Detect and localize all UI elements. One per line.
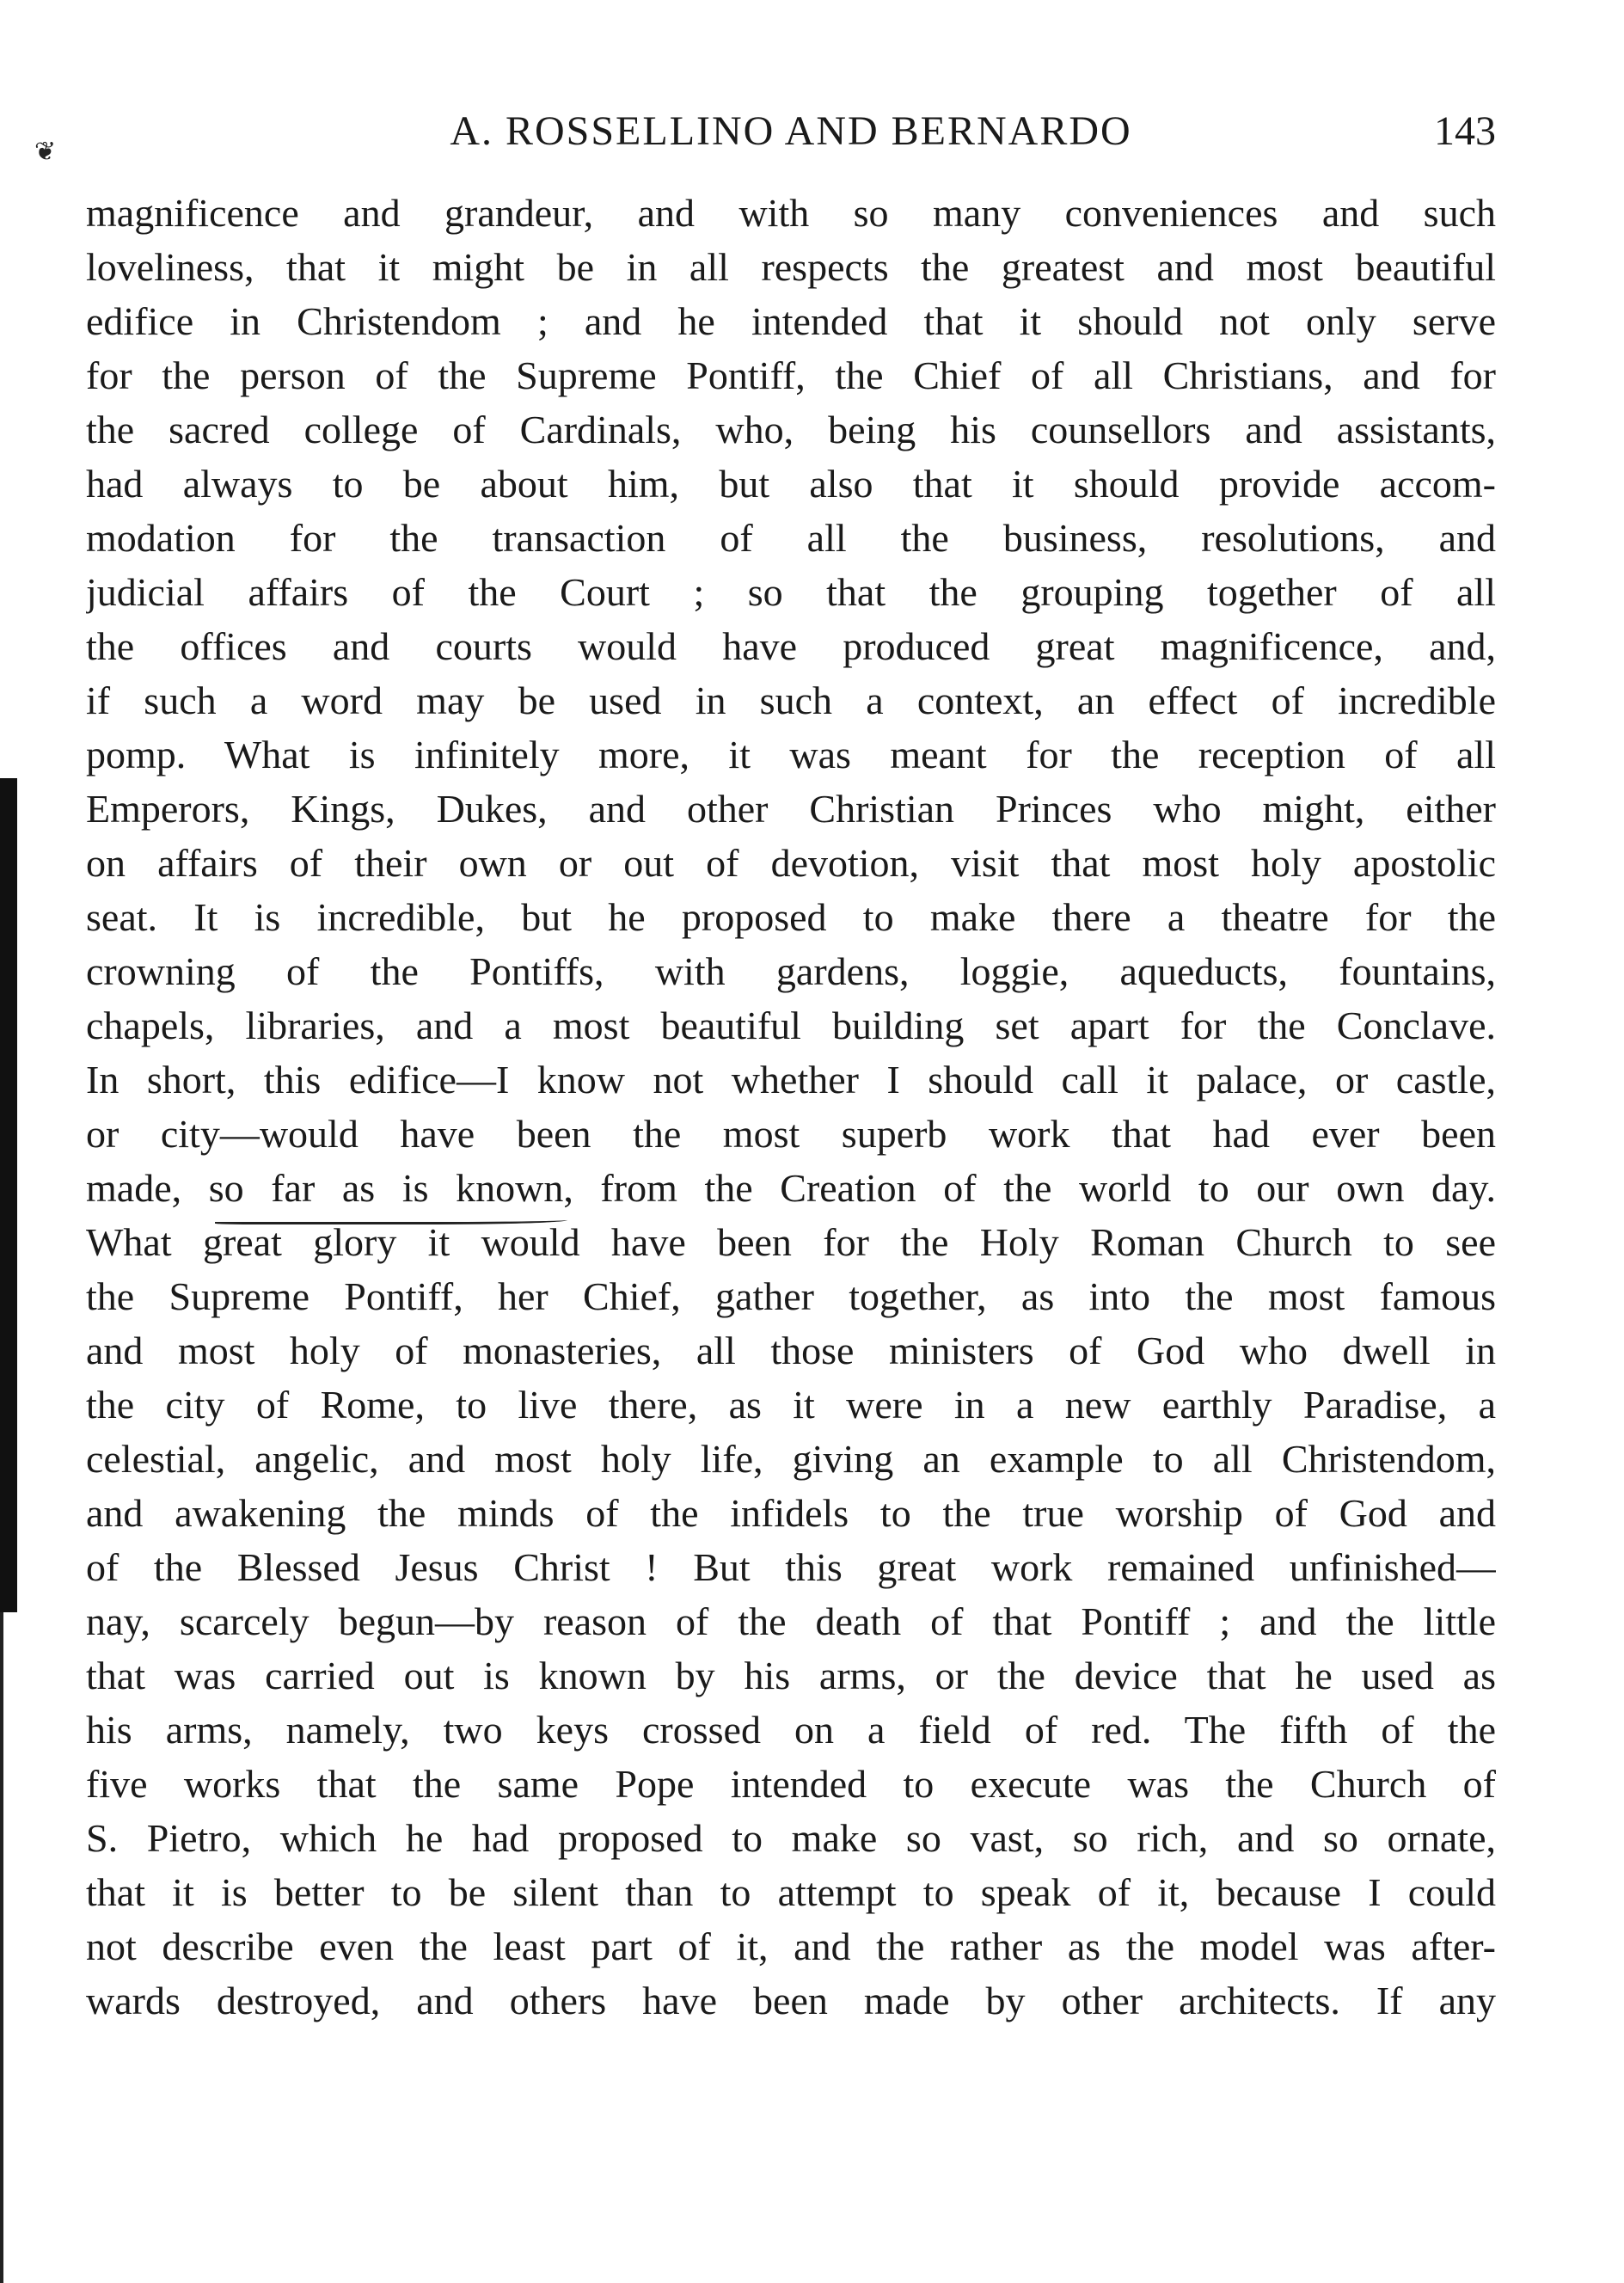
text-line: What great glory it would have been for the Holy Roman Church to see bbox=[86, 1220, 1496, 1264]
page-number: 143 bbox=[1434, 108, 1496, 154]
text-line: and awakening the minds of the infidels to the true worship of God and bbox=[86, 1491, 1496, 1535]
text-line: magnificence and grandeur, and with so many conveniences and such bbox=[86, 191, 1496, 235]
text-line: pomp. What is infinitely more, it was meant for the reception of all bbox=[86, 733, 1496, 776]
text-line: made, so far as is known, from the Creation of the world to our own day. bbox=[86, 1166, 1496, 1210]
text-line: on affairs of their own or out of devotion, visit that most holy apostolic bbox=[86, 841, 1496, 885]
text-line: if such a word may be used in such a context, an effect of incredible bbox=[86, 678, 1496, 722]
text-line: not describe even the least part of it, and the rather as the model was after- bbox=[86, 1924, 1496, 1968]
text-line: that it is better to be silent than to attempt to speak of it, because I could bbox=[86, 1870, 1496, 1914]
text-line: that was carried out is known by his arms, or the device that he used as bbox=[86, 1654, 1496, 1697]
text-line: S. Pietro, which he had proposed to make so vast, so rich, and so ornate, bbox=[86, 1816, 1496, 1860]
text-line: five works that the same Pope intended to execute was the Church of bbox=[86, 1762, 1496, 1806]
text-line: his arms, namely, two keys crossed on a field of red. The fifth of the bbox=[86, 1708, 1496, 1752]
text-line: and most holy of monasteries, all those ministers of God who dwell in bbox=[86, 1329, 1496, 1372]
text-line: edifice in Christendom ; and he intended that it should not only serve bbox=[86, 299, 1496, 343]
text-line: the city of Rome, to live there, as it were in a new earthly Paradise, a bbox=[86, 1383, 1496, 1427]
text-line: chapels, libraries, and a most beautiful building set apart for the Conclave. bbox=[86, 1003, 1496, 1047]
text-line: crowning of the Pontiffs, with gardens, loggie, aqueducts, fountains, bbox=[86, 949, 1496, 993]
handwritten-underline bbox=[215, 1213, 567, 1224]
text-line: judicial affairs of the Court ; so that the grouping together of all bbox=[86, 570, 1496, 614]
text-line: wards destroyed, and others have been made by other architects. If any bbox=[86, 1979, 1496, 2022]
text-line: the Supreme Pontiff, her Chief, gather together, as into the most famous bbox=[86, 1274, 1496, 1318]
text-line: or city—would have been the most superb work that had ever been bbox=[86, 1112, 1496, 1156]
binding-edge-line bbox=[0, 1612, 3, 2283]
body-text bbox=[86, 186, 1496, 2028]
running-title: A. ROSSELLINO AND BERNARDO bbox=[450, 108, 1132, 154]
text-line: seat. It is incredible, but he proposed to make there a theatre for the bbox=[86, 895, 1496, 939]
text-line: In short, this edifice—I know not whether I should call it palace, or castle, bbox=[86, 1058, 1496, 1102]
text-line: the offices and courts would have produced great magnificence, and, bbox=[86, 624, 1496, 668]
binding-edge-shadow bbox=[0, 778, 17, 1612]
text-line: modation for the transaction of all the business, resolutions, and bbox=[86, 516, 1496, 560]
text-line: of the Blessed Jesus Christ ! But this great work remained unfinished— bbox=[86, 1545, 1496, 1589]
text-line: for the person of the Supreme Pontiff, the Chief of all Christians, and for bbox=[86, 353, 1496, 397]
text-line: celestial, angelic, and most holy life, giving an example to all Christendom, bbox=[86, 1437, 1496, 1481]
fleuron-icon: ❦ bbox=[34, 137, 57, 167]
text-line: loveliness, that it might be in all respects the greatest and most beautiful bbox=[86, 245, 1496, 289]
text-line: had always to be about him, but also that it should provide accom- bbox=[86, 462, 1496, 506]
text-line: the sacred college of Cardinals, who, being his counsellors and assistants, bbox=[86, 408, 1496, 451]
text-line: Emperors, Kings, Dukes, and other Christian Princes who might, either bbox=[86, 787, 1496, 831]
running-head bbox=[34, 101, 1496, 167]
text-line: nay, scarcely begun—by reason of the death of that Pontiff ; and the little bbox=[86, 1599, 1496, 1643]
